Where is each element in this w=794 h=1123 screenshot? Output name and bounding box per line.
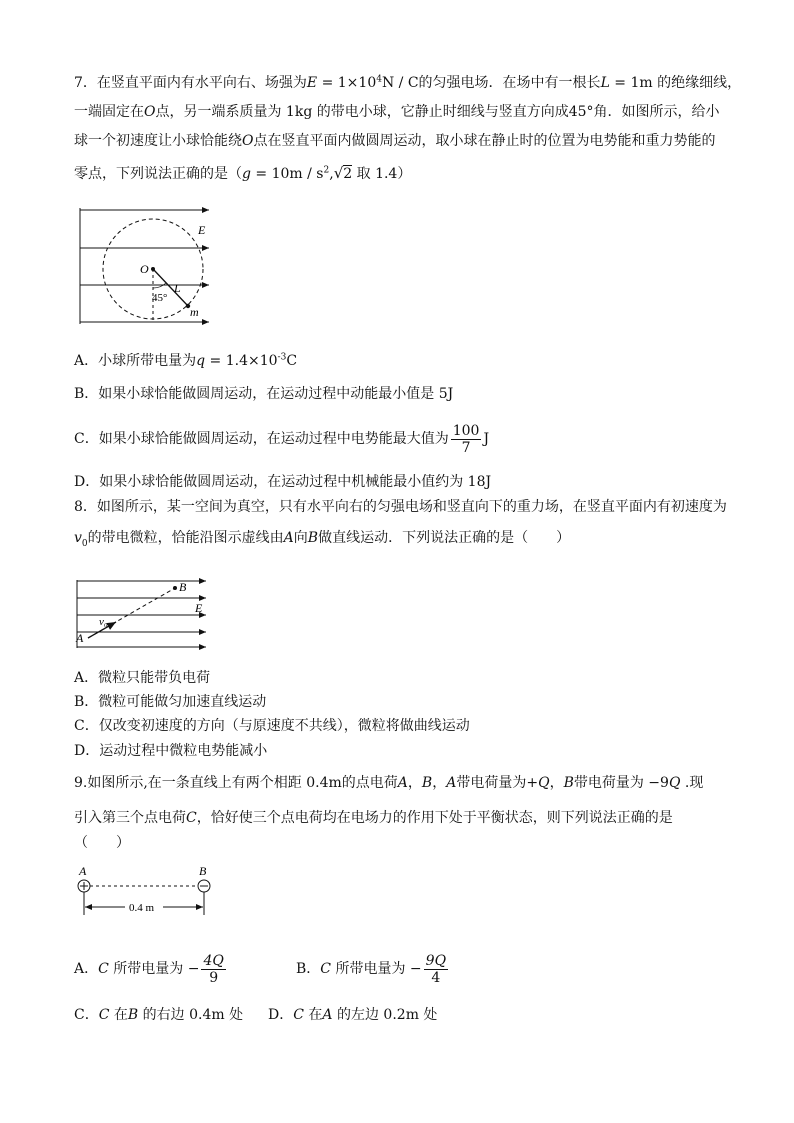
label-O: O xyxy=(140,262,149,276)
q8-field-figure xyxy=(74,576,210,652)
fraction-100-7: $\frac{100}{7}$ xyxy=(452,422,480,456)
q7-option-c: C．如果小球恰能做圆周运动，在运动过程中电势能最大值为 $\frac{100}{7}$ J xyxy=(74,422,490,456)
fraction-4Q-9: $\frac{4Q}{9}$ xyxy=(203,952,224,986)
q9-option-a: A．C 所带电量为 − $\frac{4Q}{9}$ xyxy=(74,952,224,986)
point-B xyxy=(173,586,177,590)
q7-option-b: B．如果小球恰能做圆周运动，在运动过程中动能最小值是 5J xyxy=(74,386,454,402)
label-A: A xyxy=(79,864,87,878)
q7-stem-line-3: 球一个初速度让小球恰能绕O点在竖直平面内做圆周运动，取小球在静止时的位置为电势能和重力势能的 xyxy=(74,133,716,149)
q7-option-d: D．如果小球恰能做圆周运动，在运动过程中机械能最小值约为 18J xyxy=(74,474,492,490)
label-L: L xyxy=(174,281,181,295)
label-E: E xyxy=(195,601,203,615)
q9-stem-line-1: 9.如图所示,在一条直线上有两个相距 0.4m的点电荷A，B，A带电荷量为+Q，B带电荷量为 −9Q .现 xyxy=(74,775,704,791)
q8-stem-line-2: $v_0$的带电微粒，恰能沿图示虚线由A向B做直线运动．下列说法正确的是（ ） xyxy=(74,530,571,549)
label-v0: v₀ xyxy=(99,616,108,628)
q9-stem-line-2: 引入第三个点电荷C，恰好使三个点电荷均在电场力的作用下处于平衡状态，则下列说法正确的是 xyxy=(74,810,673,826)
q8-option-d: D．运动过程中微粒电势能减小 xyxy=(74,743,268,759)
label-distance: 0.4 m xyxy=(129,902,155,914)
label-B: B xyxy=(199,864,207,878)
label-angle: 45° xyxy=(152,292,168,304)
q9-stem-line-3: （ ） xyxy=(74,835,130,851)
q7-stem-line-1: 7．在竖直平面内有水平向右、场强为$E = 1\times 10^4N / C$的匀强电场．在场中有一根长L = 1m 的绝缘细线， xyxy=(74,74,742,91)
label-B: B xyxy=(179,580,187,594)
fraction-9Q-4: $\frac{9Q}{4}$ xyxy=(425,952,447,986)
q7-field-figure xyxy=(78,204,216,329)
q7-stem-line-2: 一端固定在O点，另一端系质量为 1kg 的带电小球，它静止时细线与竖直方向成45°角．如图所示，给小 xyxy=(74,104,720,120)
label-m: m xyxy=(190,305,199,319)
q9-option-c: C．C 在B 的右边 0.4m 处 xyxy=(74,1007,244,1023)
q9-charges-figure xyxy=(72,862,218,920)
q7-option-a: A．小球所带电量为$q = 1.4\times 10^{-3}C$ xyxy=(74,352,298,369)
q8-option-a: A．微粒只能带负电荷 xyxy=(74,670,211,686)
q9-option-d: D．C 在A 的左边 0.2m 处 xyxy=(268,1007,438,1023)
q8-option-c: C．仅改变初速度的方向（与原速度不共线），微粒将做曲线运动 xyxy=(74,718,470,734)
q9-option-b: B．C 所带电量为 − $\frac{9Q}{4}$ xyxy=(296,952,447,986)
label-A: A xyxy=(76,631,84,645)
label-E: E xyxy=(198,223,206,237)
q7-stem-line-4: 零点，下列说法正确的是（$g = 10m / s^2,√2$ 取 1.4） xyxy=(74,164,412,182)
q8-option-b: B．微粒可能做匀加速直线运动 xyxy=(74,694,267,710)
pivot-point xyxy=(151,267,155,271)
q8-stem-line-1: 8．如图所示，某一空间为真空，只有水平向右的匀强电场和竖直向下的重力场，在竖直平面内有初速度为 xyxy=(74,499,727,515)
